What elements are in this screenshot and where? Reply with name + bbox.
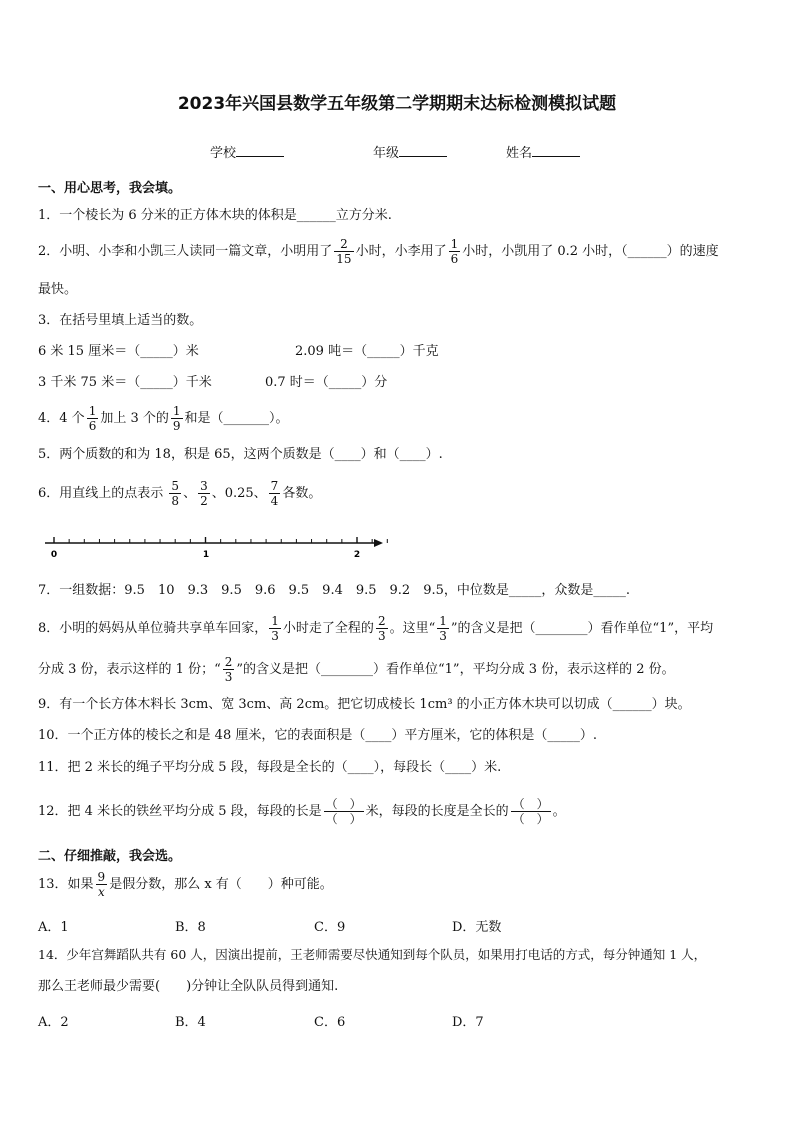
denominator: 3 (377, 629, 386, 643)
q14-option-d: D．7 (452, 1015, 484, 1030)
q13-text-a: 13．如果 (38, 877, 94, 892)
denominator: 15 (336, 252, 352, 266)
denominator: 6 (450, 252, 459, 266)
denominator: 4 (270, 494, 279, 508)
tick-label-1: 1 (202, 550, 210, 560)
q6-text-end: 各数。 (282, 486, 322, 501)
question-6 (38, 479, 321, 508)
fraction (376, 614, 388, 643)
q8-text-b: 小时走了全程的 (282, 621, 374, 636)
denominator: （ ） (325, 812, 362, 826)
name-field (506, 142, 580, 161)
numerator: （ ） (512, 797, 549, 811)
q3-row1-right: 2.09 吨＝（_____）千克 (295, 344, 439, 359)
numerator: 1 (450, 237, 459, 251)
tick-label-0: 0 (50, 550, 58, 560)
denominator: （ ） (512, 812, 549, 826)
numerator: 5 (171, 479, 180, 493)
name-blank (532, 144, 580, 157)
number-line-ticks (54, 537, 387, 543)
fraction (198, 479, 210, 508)
page-title: 2023年兴国县数学五年级第二学期期末达标检测模拟试题 (177, 94, 617, 114)
q2-text-c: 小时，小凯用了 0.2 小时，（______）的速度 (462, 244, 719, 259)
numerator: 2 (334, 237, 353, 252)
question-4 (38, 404, 289, 433)
school-field (210, 142, 284, 161)
fraction (449, 237, 461, 266)
fraction (511, 797, 551, 826)
q14-option-b: B．4 (175, 1015, 206, 1030)
question-9: 9．有一个长方体木料长 3cm、宽 3cm、高 2cm。把它切成棱长 1cm³ 的小正方体木块可以切成（______）块。 (38, 697, 691, 712)
school-blank (236, 144, 284, 157)
q6-separator: 、 (183, 486, 197, 501)
question-14: 14．少年宫舞蹈队共有 60 人，因演出提前，王老师需要尽快通知到每个队员，如果用打电话的方式，每分钟通知 1 人， (38, 947, 707, 962)
fraction (334, 237, 353, 266)
q2-text-a: 2．小明、小李和小凯三人读同一篇文章，小明用了 (38, 244, 333, 259)
q12-text-a: 12．把 4 米长的铁丝平均分成 5 段，每段的长是 (38, 804, 322, 819)
q3-row2-left: 3 千米 75 米＝（_____）千米 (38, 375, 212, 390)
q3-row1-left: 6 米 15 厘米＝（_____）米 (38, 344, 199, 359)
numerator: 7 (270, 479, 279, 493)
denominator: 9 (172, 419, 181, 433)
q8-text-d: ”的含义是把（________）看作单位“1”，平均 (450, 621, 714, 636)
fraction (171, 404, 183, 433)
q8-text-c: 。这里“ (389, 621, 436, 636)
q4-text-b: 加上 3 个的 (100, 411, 169, 426)
q13-option-c: C．9 (314, 920, 346, 935)
numerator: 9 (97, 870, 106, 884)
fraction (324, 797, 364, 826)
q6-text-a: 6．用直线上的点表示 (38, 486, 164, 501)
q13-text-b: 是假分数，那么 x 有（ ）种可能。 (109, 877, 333, 892)
q4-text-a: 4．4 个 (38, 411, 85, 426)
q13-option-d: D．无数 (452, 920, 502, 935)
q6-text-mid: 、0.25、 (211, 486, 267, 501)
denominator: 8 (171, 494, 180, 508)
q12-text-c: 。 (552, 804, 566, 819)
fraction (96, 870, 108, 899)
q3-row2-right: 0.7 时＝（_____）分 (265, 375, 388, 390)
fraction (269, 614, 281, 643)
fraction (269, 479, 281, 508)
section-1-heading: 一、用心思考，我会填。 (38, 181, 182, 196)
number-line (40, 533, 390, 563)
question-10: 10．一个正方体的棱长之和是 48 厘米，它的表面积是（____）平方厘米，它的体积是（_____）. (38, 728, 597, 743)
number-line-arrow-icon (374, 539, 383, 547)
numerator: 1 (271, 614, 279, 628)
question-12 (38, 797, 566, 826)
question-8 (38, 614, 713, 643)
numerator: （ ） (325, 797, 362, 811)
grade-blank (399, 144, 447, 157)
denominator: 6 (88, 419, 97, 433)
q14-option-c: C．6 (314, 1015, 346, 1030)
question-3-intro: 3．在括号里填上适当的数。 (38, 313, 203, 328)
q13-option-a: A．1 (38, 920, 69, 935)
question-11: 11．把 2 米长的绳子平均分成 5 段，每段是全长的（____），每段长（____）米. (38, 760, 502, 775)
fraction (437, 614, 449, 643)
fraction (169, 479, 181, 508)
q14-option-a: A．2 (38, 1015, 69, 1030)
denominator: 3 (224, 670, 233, 684)
q2-text-b: 小时，小李用了 (355, 244, 447, 259)
name-label: 姓名 (506, 146, 533, 161)
numerator: 1 (439, 614, 447, 628)
denominator: 3 (271, 629, 279, 643)
question-2 (38, 237, 719, 266)
question-14-continued: 那么王老师最少需要( )分钟让全队队员得到通知. (38, 979, 339, 994)
denominator: 3 (439, 629, 447, 643)
q13-option-b: B．8 (175, 920, 206, 935)
q12-text-b: 米，每段的长度是全长的 (365, 804, 509, 819)
numerator: 2 (224, 655, 233, 669)
question-5: 5．两个质数的和为 18，积是 65，这两个质数是（____）和（____）. (38, 447, 443, 462)
section-2-heading: 二、仔细推敲，我会选。 (38, 849, 182, 864)
question-8-continued (38, 655, 675, 684)
fraction (223, 655, 235, 684)
numerator: 3 (200, 479, 208, 493)
denominator: x (97, 885, 105, 899)
grade-field (373, 142, 447, 161)
grade-label: 年级 (373, 146, 400, 161)
q8-text-a: 8．小明的妈妈从单位骑共享单车回家， (38, 621, 268, 636)
q8-text-f: ”的含义是把（________）看作单位“1”，平均分成 3 份，表示这样的 2 份。 (236, 662, 675, 677)
denominator: 2 (200, 494, 208, 508)
question-2-continued: 最快。 (38, 282, 78, 297)
school-label: 学校 (210, 146, 237, 161)
question-7: 7．一组数据：9.5 10 9.3 9.5 9.6 9.5 9.4 9.5 9.2 9.5，中位数是_____，众数是_____. (38, 583, 631, 598)
numerator: 1 (172, 404, 181, 418)
numerator: 1 (88, 404, 97, 418)
fraction (87, 404, 99, 433)
question-1: 1．一个棱长为 6 分米的正方体木块的体积是______立方分米. (38, 208, 392, 223)
tick-label-2: 2 (353, 550, 361, 560)
question-13 (38, 870, 333, 899)
numerator: 2 (377, 614, 386, 628)
q4-text-c: 和是（_______）。 (184, 411, 289, 426)
q8-text-e: 分成 3 份，表示这样的 1 份；“ (38, 662, 221, 677)
